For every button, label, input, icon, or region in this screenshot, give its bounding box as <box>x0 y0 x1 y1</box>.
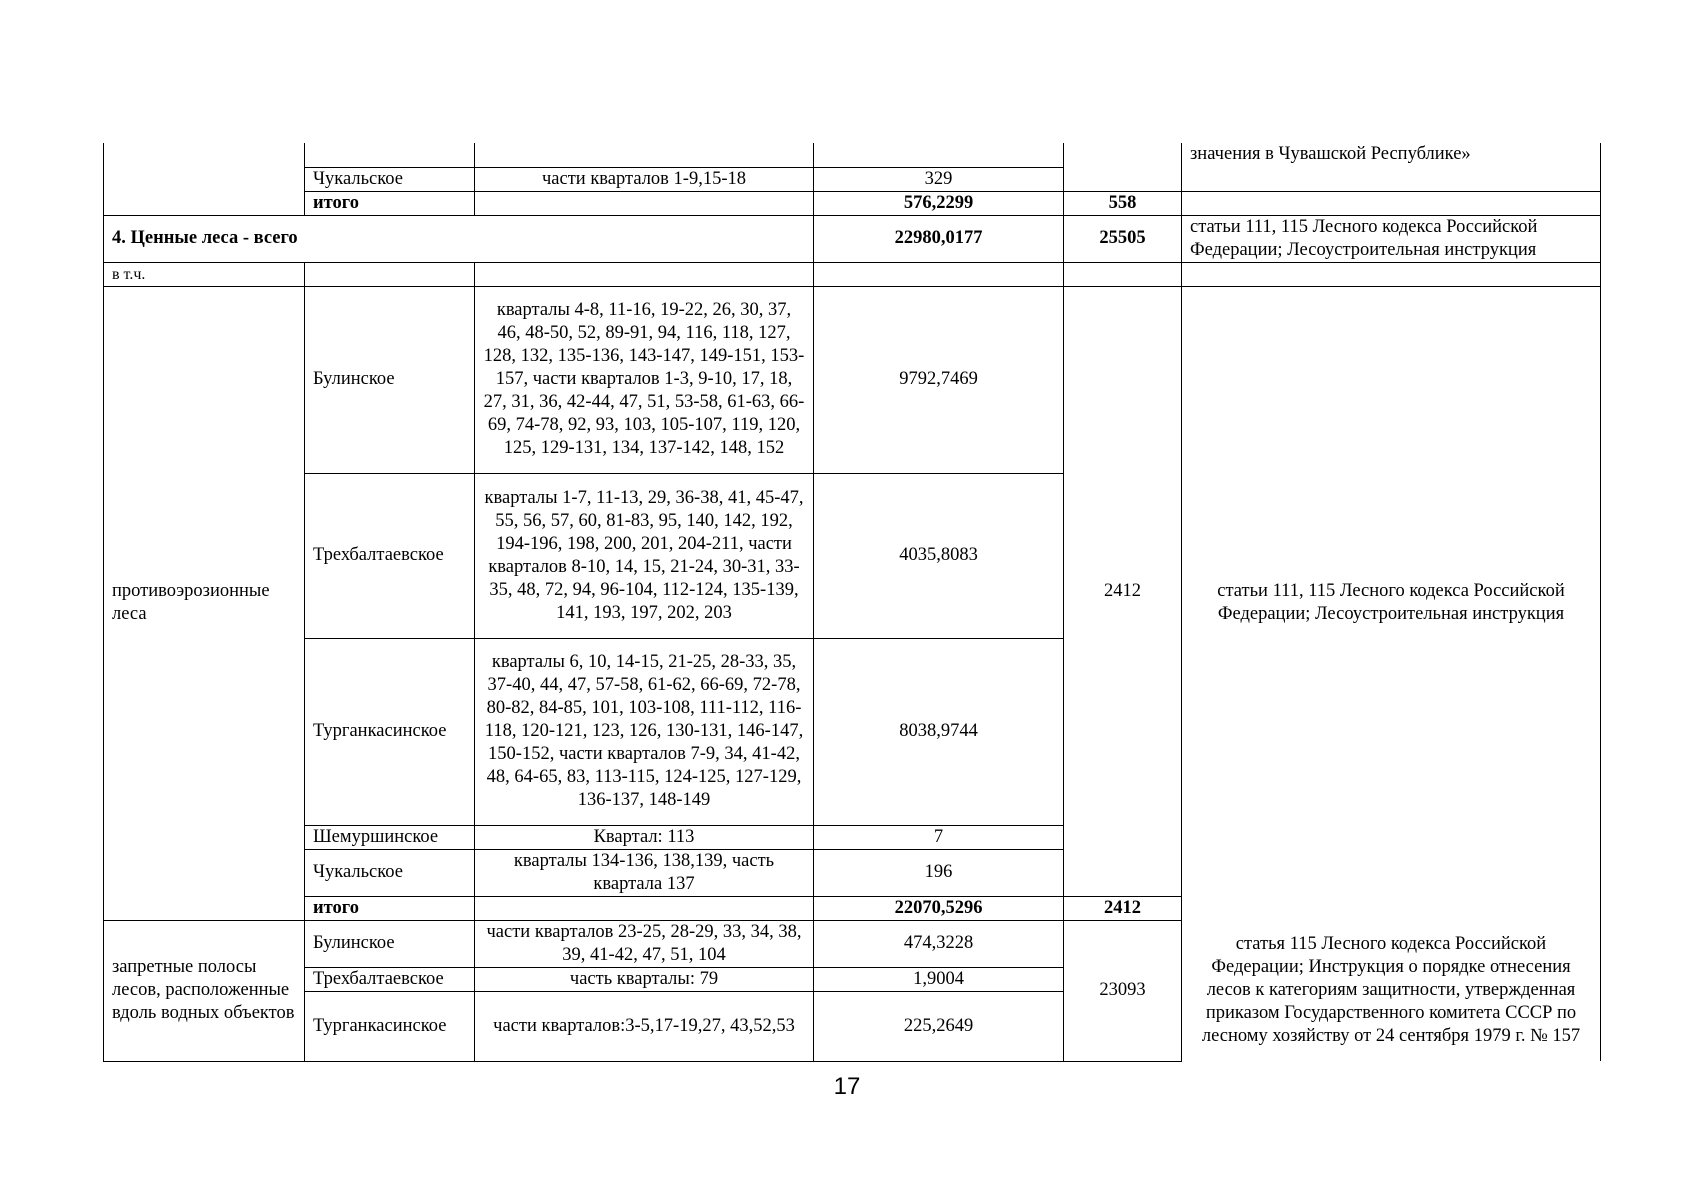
table-row <box>104 920 1601 967</box>
quarters-cell: Квартал: 113 <box>475 825 814 849</box>
quarters-cell: части кварталов 1-9,15-18 <box>475 167 814 191</box>
area-cell: 225,2649 <box>814 991 1064 1061</box>
quarters-cell: часть кварталы: 79 <box>475 967 814 991</box>
erosion-basis: статьи 111, 115 Лесного кодекса Российской Федерации; Лесоустроительная инструкция <box>1182 286 1601 920</box>
prohibited-basis: статья 115 Лесного кодекса Российской Федерации; Инструкция о порядке отнесения лесов к категориям защитности, утвержденная приказом Государственного комитета СССР по лесному хозяйству от 24 сентября 1979 г. № 157 <box>1182 920 1601 1061</box>
total-count: 2412 <box>1064 896 1182 920</box>
category-prohibited: запретные полосы лесов, расположенные вдоль водных объектов <box>104 920 305 1061</box>
district-cell: Турганкасинское <box>305 991 475 1061</box>
district-cell: Трехбалтаевское <box>305 967 475 991</box>
empty-cell <box>814 262 1064 286</box>
empty-cell <box>1182 262 1601 286</box>
basis-cell-empty <box>1182 191 1601 215</box>
district-cell: Трехбалтаевское <box>305 473 475 638</box>
district-cell-empty <box>305 143 475 167</box>
page-number: 17 <box>833 1073 861 1100</box>
total-count: 558 <box>1064 191 1182 215</box>
table-row-section <box>104 215 1601 262</box>
empty-cell <box>1064 262 1182 286</box>
total-area: 576,2299 <box>814 191 1064 215</box>
area-cell: 9792,7469 <box>814 286 1064 473</box>
total-area: 22070,5296 <box>814 896 1064 920</box>
section-count: 25505 <box>1064 215 1182 262</box>
district-cell: Булинское <box>305 286 475 473</box>
district-cell: Булинское <box>305 920 475 967</box>
section-basis: статьи 111, 115 Лесного кодекса Российской Федерации; Лесоустроительная инструкция <box>1182 215 1601 262</box>
quarters-cell: части кварталов 23-25, 28-29, 33, 34, 38, 39, 41-42, 47, 51, 104 <box>475 920 814 967</box>
area-cell: 474,3228 <box>814 920 1064 967</box>
category-erosion: противоэрозионные леса <box>104 286 305 920</box>
table-row <box>104 143 1601 167</box>
quarters-cell: части кварталов:3-5,17-19,27, 43,52,53 <box>475 991 814 1061</box>
area-cell: 8038,9744 <box>814 638 1064 825</box>
including-label: в т.ч. <box>104 262 305 286</box>
area-cell: 1,9004 <box>814 967 1064 991</box>
district-cell: Чукальское <box>305 849 475 896</box>
area-cell-empty <box>814 143 1064 167</box>
quarters-cell: кварталы 134-136, 138,139, часть квартала 137 <box>475 849 814 896</box>
district-cell: Турганкасинское <box>305 638 475 825</box>
district-cell: Шемуршинское <box>305 825 475 849</box>
table-row <box>104 286 1601 473</box>
total-label: итого <box>305 896 475 920</box>
count-cell-empty <box>1064 143 1182 191</box>
total-label: итого <box>305 191 475 215</box>
area-cell: 7 <box>814 825 1064 849</box>
quarters-cell: кварталы 6, 10, 14-15, 21-25, 28-33, 35, 37-40, 44, 47, 57-58, 61-62, 66-69, 72-78, 80-82, 84-85, 101, 103-108, 111-112, 116-118, 120-121, 123, 126, 130-131, 146-147, 150-152, части кварталов 7-9, 34, 41-42, 48, 64-65, 83, 113-115, 124-125, 127-129, 136-137, 148-149 <box>475 638 814 825</box>
category-cell-empty <box>104 143 305 215</box>
table-row-total <box>104 191 1601 215</box>
quarters-cell-empty <box>475 143 814 167</box>
basis-cell-continued: значения в Чувашской Республике» <box>1182 143 1601 191</box>
area-cell: 196 <box>814 849 1064 896</box>
area-cell: 329 <box>814 167 1064 191</box>
erosion-count: 2412 <box>1064 286 1182 896</box>
quarters-cell: кварталы 1-7, 11-13, 29, 36-38, 41, 45-47, 55, 56, 57, 60, 81-83, 95, 140, 142, 192, 194-196, 198, 200, 201, 204-211, части кварталов 8-10, 14, 15, 21-24, 30-31, 33-35, 48, 72, 94, 96-104, 112-124, 135-139, 141, 193, 197, 202, 203 <box>475 473 814 638</box>
section-area: 22980,0177 <box>814 215 1064 262</box>
table-row <box>104 262 1601 286</box>
section-title: 4. Ценные леса - всего <box>104 215 814 262</box>
district-cell: Чукальское <box>305 167 475 191</box>
quarters-cell-empty <box>475 896 814 920</box>
prohibited-count: 23093 <box>1064 920 1182 1061</box>
quarters-cell-empty <box>475 191 814 215</box>
protective-forests-table <box>103 143 1601 1062</box>
empty-cell <box>305 262 475 286</box>
empty-cell <box>475 262 814 286</box>
quarters-cell: кварталы 4-8, 11-16, 19-22, 26, 30, 37, 46, 48-50, 52, 89-91, 94, 116, 118, 127, 128, 132, 135-136, 143-147, 149-151, 153-157, части кварталов 1-3, 9-10, 17, 18, 27, 31, 36, 42-44, 47, 51, 53-58, 61-63, 66-69, 74-78, 92, 93, 103, 105-107, 119, 120, 125, 129-131, 134, 137-142, 148, 152 <box>475 286 814 473</box>
area-cell: 4035,8083 <box>814 473 1064 638</box>
